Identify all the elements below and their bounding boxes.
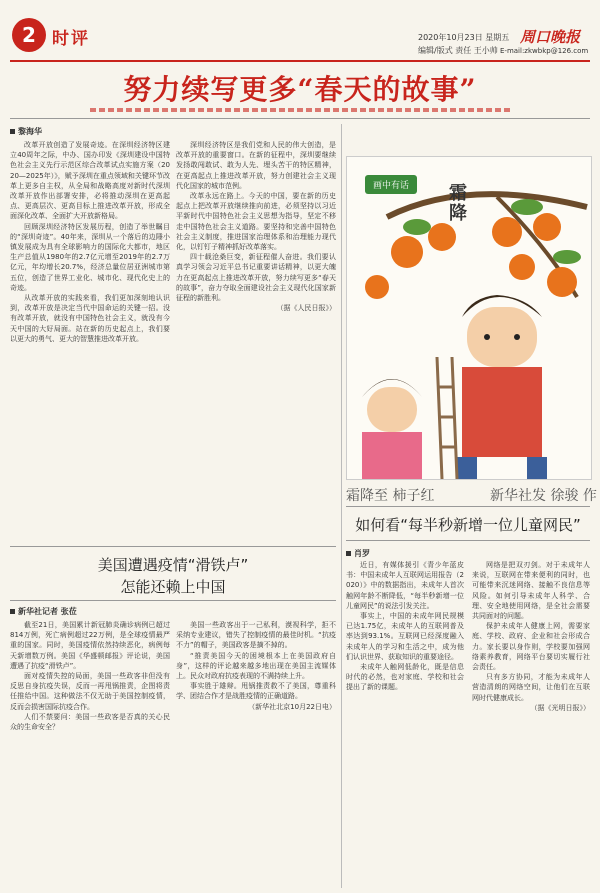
article3-paragraph: 网络是把双刃剑。对于未成年人来说，互联网在带来便利的同时，也可能带来沉迷网络、接触不良信息等风险。如何引导未成年人科学、合理、安全地使用网络，是全社会需要共同面对的问题。 [472, 561, 590, 621]
article1-paragraph: 从改革开放的实践来看，我们更加深刻地认识到，改革开放是决定当代中国命运的关键一招。没有改革开放，就没有中国特色社会主义，就没有今天中国的大好局面。站在新的历史起点上，我们要以更大的勇气、更大的智慧推进改革开放。 [10, 294, 170, 343]
article3-paragraph: 事实上，中国的未成年网民规模已达1.75亿，未成年人的互联网普及率达到93.1%。互联网已经深度融入未成年人的学习和生活之中，成为他们认识世界、获取知识的重要途径。 [346, 612, 464, 661]
page-editor: 编辑/版式 责任 王小帅 [418, 46, 498, 55]
persimmon-cartoon-image [347, 157, 591, 479]
divider [346, 540, 590, 541]
article2-paragraph: “推责美国今天的困境根本上在美国政府自身”，这样的评论越来越多地出现在美国主流媒体上。民众对政府抗疫表现的不满持续上升。 [176, 651, 336, 681]
article1-column-1 [10, 140, 170, 540]
divider [346, 506, 590, 507]
article3-title: 如何看“每半秒新增一位儿童网民” [355, 516, 581, 534]
divider [10, 546, 336, 547]
article2-paragraph: 截至21日，美国累计新冠肺炎确诊病例已超过814万例，死亡病例超过22万例，是全球疫情最严重的国家。同时，美国疫情依然持续恶化，病例每天新增数万例。美国《华盛顿邮报》评论说，美国遭遇了抗疫“滑铁卢”。 [10, 621, 170, 670]
article2-author: 新华社记者 张莅 [10, 606, 77, 617]
article3-author: 肖罗 [346, 548, 370, 559]
newspaper-logo: 周口晚报 [520, 28, 581, 46]
article1-column-2 [176, 140, 336, 540]
article1-paragraph: 回顾深圳经济特区发展历程，创造了举世瞩目的“深圳奇迹”。40年来，深圳从一个落后的边陲小镇发展成为具有全球影响力的国际化大都市，地区生产总值从1980年的2.7亿元增至2019年的2.7万亿元，年均增长20.7%，经济总量位居亚洲城市第五位，创造了世界工业化、城市化、现代化史上的奇迹。 [10, 222, 170, 292]
article1-source: （据《人民日报》） [276, 304, 336, 313]
article2-column-2 [176, 620, 336, 888]
article3-column-2 [472, 560, 590, 888]
article2-title-line1: 美国遭遇疫情“滑铁卢” [97, 556, 249, 574]
article2-paragraph: 人们不禁要问：美国一些政客是否真的关心民众的生命安全？ [10, 712, 170, 732]
article1-paragraph: 四十载沧桑巨变，新征程催人奋进。我们要认真学习领会习近平总书记重要讲话精神，以更大魄力在更高起点上推进改革开放，努力续写更多“春天的故事”，奋力夺取全面建设社会主义现代化国家新征程的新胜利。 [176, 253, 336, 303]
article3-paragraph: 只有多方协同，才能为未成年人营造清朗的网络空间，让他们在互联网时代健康成长。 [472, 673, 590, 702]
cartoon-illustration [346, 156, 592, 480]
article1-paragraph: 改革永远在路上。今天的中国，要在新的历史起点上把改革开放继续推向前进，必须坚持以习近平新时代中国特色社会主义思想为指导，坚定不移走中国特色社会主义道路。要坚持和完善中国特色社会主义制度，推进国家治理体系和治理能力现代化，以钉钉子精神抓好改革落实。 [176, 192, 336, 252]
page-number-badge: 2 [12, 18, 46, 52]
article1-paragraph: 改革开放创造了发展奇迹。在深圳经济特区建立40周年之际，中办、国办印发《深圳建设中国特色社会主义先行示范区综合改革试点实施方案（2020—2025年）》，赋予深圳在重点领域和关键环节改革上更多自主权，从全局和战略高度对新时代深圳改革开放作出部署安排，必将推动深圳在更高起点、更高层次、更高目标上推进改革开放，形成全面深化改革、全面扩大开放新格局。 [10, 141, 170, 221]
cartoon-credit: 新华社发 徐骏 作 [490, 488, 597, 504]
article2-column-1 [10, 620, 170, 888]
article2-title-line2: 怎能还赖上中国 [120, 578, 226, 596]
article1-author: 黎海华 [10, 126, 42, 137]
contact-email: E-mail:zkwbkp@126.com [500, 47, 589, 55]
article3-source: （据《光明日报》） [530, 703, 590, 712]
issue-date: 2020年10月23日 星期五 [418, 33, 510, 42]
cartoon-caption: 霜降至 柿子红 [346, 488, 435, 504]
article1-paragraph: 深圳经济特区是我们党和人民的伟大创造，是改革开放的重要窗口。在新的征程中，深圳要继续发扬敢闯敢试、敢为人先、埋头苦干的特区精神，在更高起点上推进改革开放，努力创建社会主义现代化国家的城市范例。 [176, 141, 336, 190]
section-name: 时评 [52, 29, 90, 49]
article2-paragraph: 事实胜于雄辩。甩锅推责救不了美国，尊重科学、团结合作才是战胜疫情的正确道路。 [176, 682, 336, 701]
headline-rule [10, 118, 590, 119]
article3-paragraph: 保护未成年人健康上网，需要家庭、学校、政府、企业和社会形成合力。家长要以身作则，学校要加强网络素养教育，网络平台要切实履行社会责任。 [472, 622, 590, 672]
cartoon-badge: 画中有话 [365, 175, 417, 194]
divider [10, 600, 336, 601]
column-divider [341, 124, 342, 888]
article3-paragraph: 未成年人触网低龄化，既是信息时代的必然，也对家庭、学校和社会提出了新的课题。 [346, 663, 464, 692]
article3-column-1 [346, 560, 464, 888]
page-header [0, 0, 600, 64]
article3-paragraph: 近日，有媒体援引《青少年蓝皮书：中国未成年人互联网运用报告（2020）》中的数据指出，未成年人首次触网年龄不断降低，“每半秒新增一位儿童网民”的说法引发关注。 [346, 561, 464, 610]
article2-source: （新华社北京10月22日电） [248, 702, 336, 711]
cartoon-title: 霜降 [446, 183, 467, 223]
headline-decoration [90, 108, 510, 112]
article2-paragraph: 美国一些政客出于一己私利，漠视科学，拒不采纳专业建议，错失了控制疫情的最佳时机。“抗疫不力”的帽子，美国政客是摘不掉的。 [176, 621, 336, 650]
article2-paragraph: 面对疫情失控的局面，美国一些政客非但没有反思自身抗疫失误，反而一再甩锅推责，企图将责任推给中国。这种做法不仅无助于美国控制疫情，反而会损害国际抗疫合作。 [10, 672, 170, 711]
main-headline: 努力续写更多“春天的故事” [123, 73, 477, 106]
header-rule [10, 60, 590, 62]
